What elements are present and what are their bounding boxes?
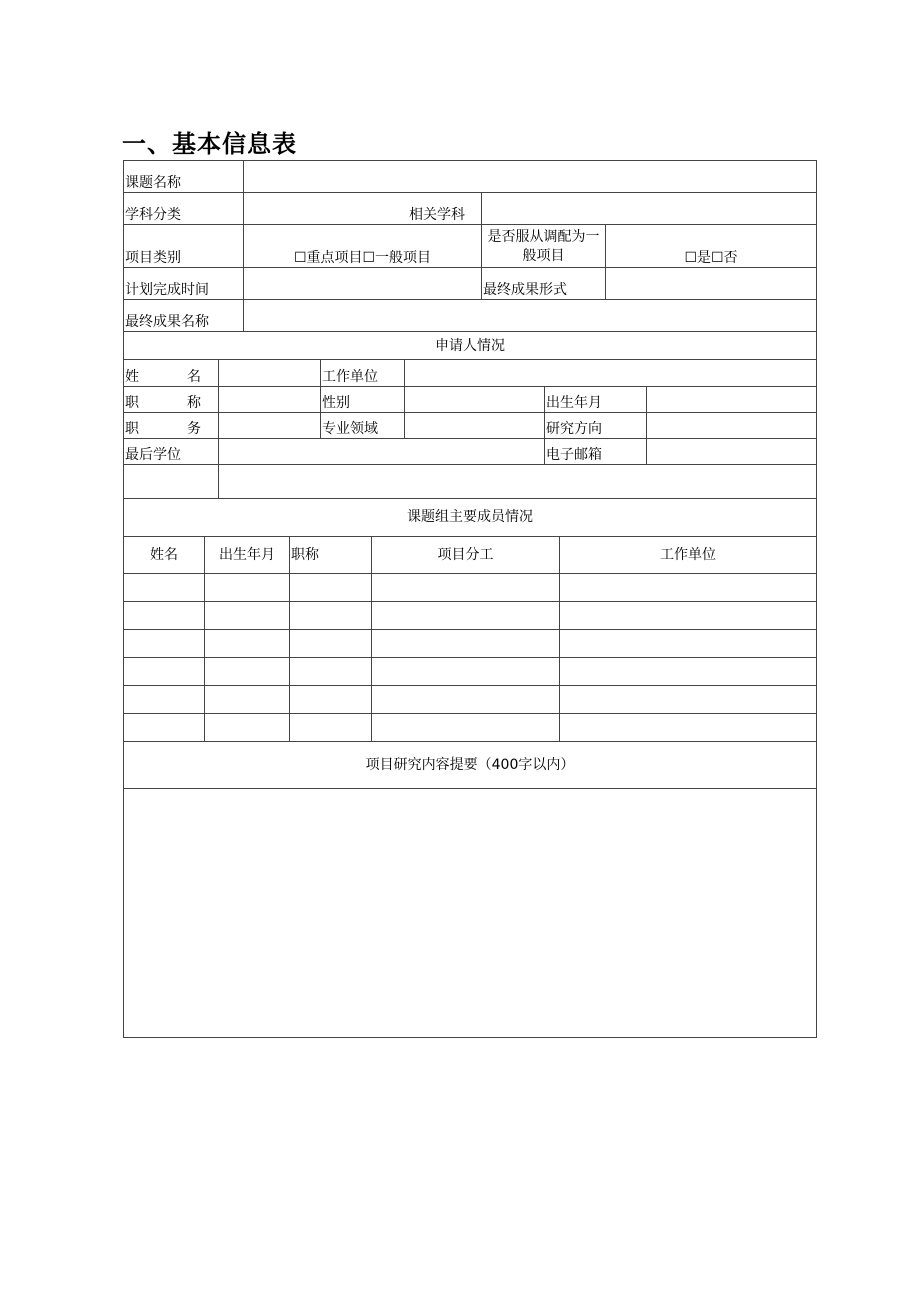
member-cell[interactable] bbox=[205, 686, 290, 714]
member-cell[interactable] bbox=[290, 574, 372, 602]
research-direction-label: 研究方向 bbox=[545, 412, 647, 438]
topic-name-label: 课题名称 bbox=[124, 161, 244, 193]
gender-label: 性别 bbox=[321, 386, 405, 412]
members-header-title: 职称 bbox=[290, 537, 372, 574]
table-row bbox=[124, 574, 817, 602]
table-row bbox=[124, 602, 817, 630]
member-cell[interactable] bbox=[372, 602, 560, 630]
member-cell[interactable] bbox=[560, 658, 817, 686]
member-cell[interactable] bbox=[124, 658, 205, 686]
duty-field[interactable] bbox=[219, 412, 321, 438]
members-header-name: 姓名 bbox=[124, 537, 205, 574]
member-cell[interactable] bbox=[205, 602, 290, 630]
name-label-b: 名 bbox=[187, 368, 201, 385]
table-row bbox=[124, 658, 817, 686]
table-row bbox=[124, 686, 817, 714]
duty-label bbox=[124, 412, 219, 438]
email-field[interactable] bbox=[647, 438, 817, 464]
planned-time-field[interactable] bbox=[244, 268, 482, 300]
last-degree-label: 最后学位 bbox=[124, 438, 219, 464]
table-row bbox=[124, 714, 817, 742]
member-cell[interactable] bbox=[124, 574, 205, 602]
research-direction-field[interactable] bbox=[647, 412, 817, 438]
member-cell[interactable] bbox=[372, 714, 560, 742]
name-label bbox=[124, 360, 219, 386]
discipline-label: 学科分类 bbox=[124, 193, 244, 225]
page-title: 一、基本信息表 bbox=[122, 130, 297, 158]
member-cell[interactable] bbox=[290, 630, 372, 658]
members-section-title: 课题组主要成员情况 bbox=[124, 498, 817, 536]
title-label bbox=[124, 386, 219, 412]
final-form-label: 最终成果形式 bbox=[482, 268, 606, 300]
member-cell[interactable] bbox=[290, 714, 372, 742]
obey-adjust-options[interactable]: ☐是☐否 bbox=[606, 225, 817, 268]
applicant-section-title: 申请人情况 bbox=[124, 332, 817, 360]
member-cell[interactable] bbox=[205, 658, 290, 686]
member-cell[interactable] bbox=[372, 686, 560, 714]
project-type-label: 项目类别 bbox=[124, 225, 244, 268]
obey-adjust-label: 是否服从调配为一般项目 bbox=[482, 225, 606, 268]
topic-name-field[interactable] bbox=[244, 161, 817, 193]
gender-field[interactable] bbox=[405, 386, 545, 412]
members-header-birth: 出生年月 bbox=[205, 537, 290, 574]
title-field[interactable] bbox=[219, 386, 321, 412]
member-cell[interactable] bbox=[560, 574, 817, 602]
planned-time-label: 计划完成时间 bbox=[124, 268, 244, 300]
final-name-field[interactable] bbox=[244, 300, 817, 332]
member-cell[interactable] bbox=[560, 602, 817, 630]
major-field-label: 专业领域 bbox=[321, 412, 405, 438]
member-cell[interactable] bbox=[290, 602, 372, 630]
name-field[interactable] bbox=[219, 360, 321, 386]
name-label-a: 姓 bbox=[125, 368, 139, 385]
work-unit-label: 工作单位 bbox=[321, 360, 405, 386]
basic-info-table bbox=[123, 160, 817, 360]
member-cell[interactable] bbox=[124, 602, 205, 630]
member-cell[interactable] bbox=[205, 714, 290, 742]
title-label-a: 职 bbox=[125, 394, 139, 411]
birth-label: 出生年月 bbox=[545, 386, 647, 412]
birth-field[interactable] bbox=[647, 386, 817, 412]
member-cell[interactable] bbox=[560, 686, 817, 714]
duty-label-a: 职 bbox=[125, 420, 139, 437]
summary-content-field[interactable] bbox=[124, 789, 817, 1038]
member-cell[interactable] bbox=[560, 630, 817, 658]
member-cell[interactable] bbox=[560, 714, 817, 742]
last-degree-field[interactable] bbox=[219, 438, 545, 464]
table-row bbox=[124, 630, 817, 658]
summary-title: 项目研究内容提要（400字以内） bbox=[124, 742, 817, 789]
extra-label-cell bbox=[124, 464, 219, 498]
members-header-unit: 工作单位 bbox=[560, 537, 817, 574]
basic-info-form bbox=[123, 160, 816, 1038]
title-label-b: 称 bbox=[187, 394, 201, 411]
member-cell[interactable] bbox=[372, 574, 560, 602]
related-discipline-field[interactable] bbox=[482, 193, 817, 225]
member-cell[interactable] bbox=[372, 630, 560, 658]
major-field-input[interactable] bbox=[405, 412, 545, 438]
member-cell[interactable] bbox=[290, 686, 372, 714]
work-unit-field[interactable] bbox=[405, 360, 817, 386]
member-cell[interactable] bbox=[290, 658, 372, 686]
member-cell[interactable] bbox=[124, 630, 205, 658]
members-table bbox=[123, 537, 817, 1039]
final-name-label: 最终成果名称 bbox=[124, 300, 244, 332]
duty-label-b: 务 bbox=[187, 420, 201, 437]
project-type-options[interactable]: ☐重点项目☐一般项目 bbox=[244, 225, 482, 268]
members-header-role: 项目分工 bbox=[372, 537, 560, 574]
email-label: 电子邮箱 bbox=[545, 438, 647, 464]
final-form-field[interactable] bbox=[606, 268, 817, 300]
member-cell[interactable] bbox=[205, 574, 290, 602]
applicant-table bbox=[123, 360, 817, 537]
related-discipline-label: 相关学科 bbox=[244, 193, 482, 225]
member-cell[interactable] bbox=[124, 714, 205, 742]
member-cell[interactable] bbox=[372, 658, 560, 686]
member-cell[interactable] bbox=[124, 686, 205, 714]
extra-field[interactable] bbox=[219, 464, 817, 498]
member-cell[interactable] bbox=[205, 630, 290, 658]
